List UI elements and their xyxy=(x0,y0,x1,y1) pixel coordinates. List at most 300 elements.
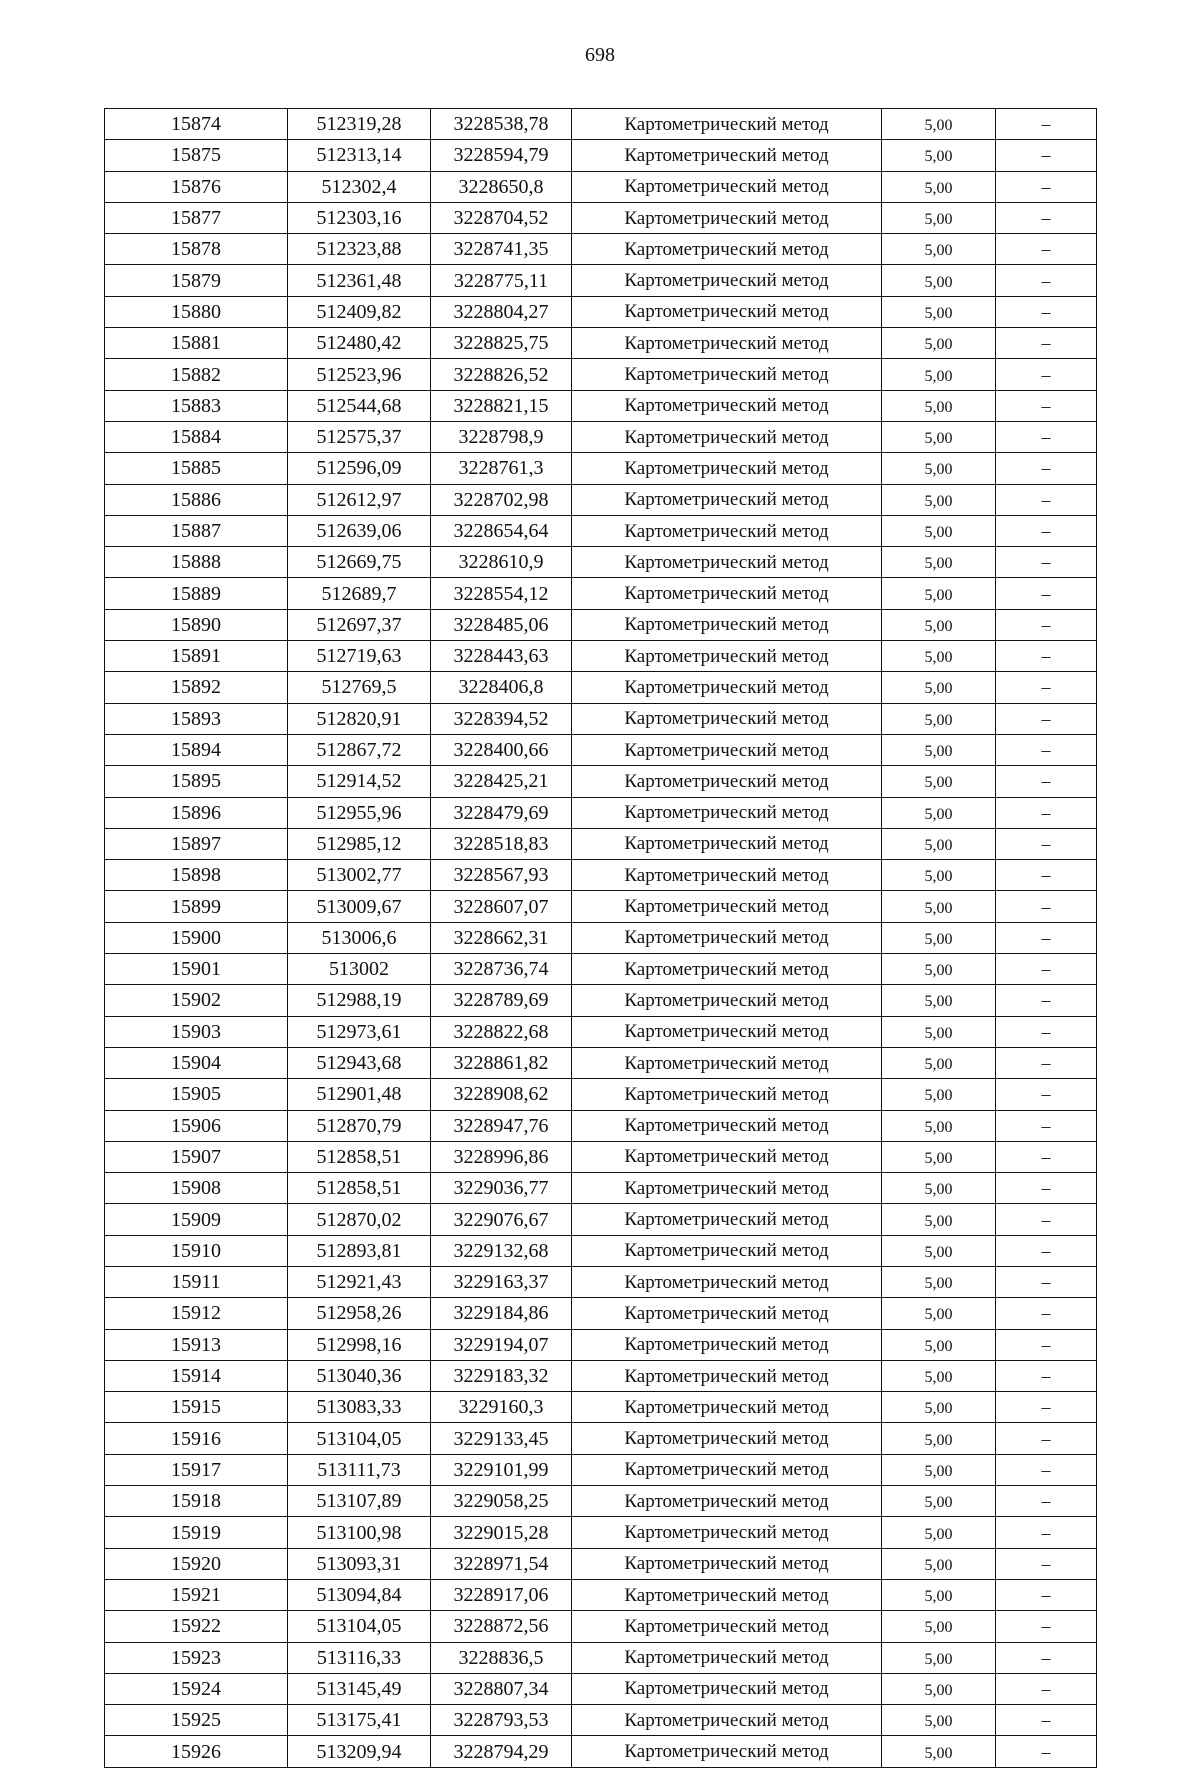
x-coordinate-cell: 513083,33 xyxy=(288,1392,431,1423)
method-cell: Картометрический метод xyxy=(572,1423,882,1454)
method-cell: Картометрический метод xyxy=(572,1329,882,1360)
accuracy-cell: 5,00 xyxy=(882,1736,996,1767)
point-number-cell: 15893 xyxy=(105,703,288,734)
y-coordinate-cell: 3228650,8 xyxy=(431,171,572,202)
y-coordinate-cell: 3228971,54 xyxy=(431,1548,572,1579)
point-number-cell: 15920 xyxy=(105,1548,288,1579)
method-cell: Картометрический метод xyxy=(572,1642,882,1673)
method-cell: Картометрический метод xyxy=(572,296,882,327)
y-coordinate-cell: 3228821,15 xyxy=(431,390,572,421)
y-coordinate-cell: 3228704,52 xyxy=(431,202,572,233)
accuracy-cell: 5,00 xyxy=(882,1673,996,1704)
accuracy-cell: 5,00 xyxy=(882,484,996,515)
method-cell: Картометрический метод xyxy=(572,578,882,609)
x-coordinate-cell: 513002 xyxy=(288,954,431,985)
point-number-cell: 15889 xyxy=(105,578,288,609)
point-number-cell: 15898 xyxy=(105,860,288,891)
method-cell: Картометрический метод xyxy=(572,1047,882,1078)
page-number: 698 xyxy=(585,44,615,66)
y-coordinate-cell: 3229058,25 xyxy=(431,1486,572,1517)
note-cell: – xyxy=(996,1548,1097,1579)
coordinates-table xyxy=(104,108,1097,1768)
x-coordinate-cell: 512523,96 xyxy=(288,359,431,390)
point-number-cell: 15921 xyxy=(105,1579,288,1610)
x-coordinate-cell: 512480,42 xyxy=(288,328,431,359)
note-cell: – xyxy=(996,390,1097,421)
table-row xyxy=(105,1611,1097,1642)
note-cell: – xyxy=(996,734,1097,765)
note-cell: – xyxy=(996,1173,1097,1204)
accuracy-cell: 5,00 xyxy=(882,1298,996,1329)
x-coordinate-cell: 512943,68 xyxy=(288,1047,431,1078)
point-number-cell: 15887 xyxy=(105,515,288,546)
note-cell: – xyxy=(996,797,1097,828)
table-row xyxy=(105,390,1097,421)
method-cell: Картометрический метод xyxy=(572,1611,882,1642)
table-row xyxy=(105,766,1097,797)
x-coordinate-cell: 513175,41 xyxy=(288,1705,431,1736)
y-coordinate-cell: 3228794,29 xyxy=(431,1736,572,1767)
accuracy-cell: 5,00 xyxy=(882,1047,996,1078)
point-number-cell: 15894 xyxy=(105,734,288,765)
method-cell: Картометрический метод xyxy=(572,1360,882,1391)
accuracy-cell: 5,00 xyxy=(882,234,996,265)
x-coordinate-cell: 512669,75 xyxy=(288,547,431,578)
note-cell: – xyxy=(996,641,1097,672)
method-cell: Картометрический метод xyxy=(572,202,882,233)
table-row xyxy=(105,891,1097,922)
note-cell: – xyxy=(996,1141,1097,1172)
point-number-cell: 15905 xyxy=(105,1079,288,1110)
point-number-cell: 15926 xyxy=(105,1736,288,1767)
table-row xyxy=(105,515,1097,546)
y-coordinate-cell: 3229160,3 xyxy=(431,1392,572,1423)
note-cell: – xyxy=(996,1329,1097,1360)
y-coordinate-cell: 3228662,31 xyxy=(431,922,572,953)
note-cell: – xyxy=(996,109,1097,140)
table-row xyxy=(105,421,1097,452)
table-row xyxy=(105,1204,1097,1235)
table-row xyxy=(105,734,1097,765)
table-row xyxy=(105,1454,1097,1485)
method-cell: Картометрический метод xyxy=(572,359,882,390)
table-row xyxy=(105,453,1097,484)
point-number-cell: 15908 xyxy=(105,1173,288,1204)
y-coordinate-cell: 3228425,21 xyxy=(431,766,572,797)
method-cell: Картометрический метод xyxy=(572,109,882,140)
table-row xyxy=(105,985,1097,1016)
y-coordinate-cell: 3229194,07 xyxy=(431,1329,572,1360)
y-coordinate-cell: 3228741,35 xyxy=(431,234,572,265)
y-coordinate-cell: 3228947,76 xyxy=(431,1110,572,1141)
method-cell: Картометрический метод xyxy=(572,484,882,515)
point-number-cell: 15914 xyxy=(105,1360,288,1391)
accuracy-cell: 5,00 xyxy=(882,1141,996,1172)
y-coordinate-cell: 3228761,3 xyxy=(431,453,572,484)
y-coordinate-cell: 3228736,74 xyxy=(431,954,572,985)
point-number-cell: 15919 xyxy=(105,1517,288,1548)
table-row xyxy=(105,641,1097,672)
note-cell: – xyxy=(996,1486,1097,1517)
accuracy-cell: 5,00 xyxy=(882,766,996,797)
method-cell: Картометрический метод xyxy=(572,328,882,359)
x-coordinate-cell: 513209,94 xyxy=(288,1736,431,1767)
y-coordinate-cell: 3229163,37 xyxy=(431,1266,572,1297)
y-coordinate-cell: 3228804,27 xyxy=(431,296,572,327)
x-coordinate-cell: 513111,73 xyxy=(288,1454,431,1485)
table-row xyxy=(105,1579,1097,1610)
table-row xyxy=(105,265,1097,296)
y-coordinate-cell: 3229133,45 xyxy=(431,1423,572,1454)
accuracy-cell: 5,00 xyxy=(882,1423,996,1454)
accuracy-cell: 5,00 xyxy=(882,1642,996,1673)
accuracy-cell: 5,00 xyxy=(882,1173,996,1204)
accuracy-cell: 5,00 xyxy=(882,1016,996,1047)
accuracy-cell: 5,00 xyxy=(882,703,996,734)
point-number-cell: 15912 xyxy=(105,1298,288,1329)
table-row xyxy=(105,1141,1097,1172)
x-coordinate-cell: 512313,14 xyxy=(288,140,431,171)
accuracy-cell: 5,00 xyxy=(882,1611,996,1642)
note-cell: – xyxy=(996,1016,1097,1047)
note-cell: – xyxy=(996,1423,1097,1454)
table-row xyxy=(105,1235,1097,1266)
method-cell: Картометрический метод xyxy=(572,1204,882,1235)
note-cell: – xyxy=(996,359,1097,390)
accuracy-cell: 5,00 xyxy=(882,609,996,640)
x-coordinate-cell: 513107,89 xyxy=(288,1486,431,1517)
note-cell: – xyxy=(996,578,1097,609)
method-cell: Картометрический метод xyxy=(572,1016,882,1047)
x-coordinate-cell: 513040,36 xyxy=(288,1360,431,1391)
note-cell: – xyxy=(996,1079,1097,1110)
x-coordinate-cell: 513104,05 xyxy=(288,1611,431,1642)
accuracy-cell: 5,00 xyxy=(882,891,996,922)
method-cell: Картометрический метод xyxy=(572,860,882,891)
y-coordinate-cell: 3229036,77 xyxy=(431,1173,572,1204)
y-coordinate-cell: 3228908,62 xyxy=(431,1079,572,1110)
note-cell: – xyxy=(996,891,1097,922)
method-cell: Картометрический метод xyxy=(572,1548,882,1579)
point-number-cell: 15877 xyxy=(105,202,288,233)
x-coordinate-cell: 513006,6 xyxy=(288,922,431,953)
point-number-cell: 15903 xyxy=(105,1016,288,1047)
x-coordinate-cell: 512409,82 xyxy=(288,296,431,327)
table-row xyxy=(105,1673,1097,1704)
note-cell: – xyxy=(996,484,1097,515)
point-number-cell: 15915 xyxy=(105,1392,288,1423)
table-row xyxy=(105,140,1097,171)
accuracy-cell: 5,00 xyxy=(882,985,996,1016)
x-coordinate-cell: 513002,77 xyxy=(288,860,431,891)
note-cell: – xyxy=(996,1642,1097,1673)
accuracy-cell: 5,00 xyxy=(882,828,996,859)
method-cell: Картометрический метод xyxy=(572,1235,882,1266)
note-cell: – xyxy=(996,265,1097,296)
note-cell: – xyxy=(996,828,1097,859)
y-coordinate-cell: 3228702,98 xyxy=(431,484,572,515)
table-row xyxy=(105,1016,1097,1047)
point-number-cell: 15913 xyxy=(105,1329,288,1360)
y-coordinate-cell: 3228826,52 xyxy=(431,359,572,390)
accuracy-cell: 5,00 xyxy=(882,1329,996,1360)
note-cell: – xyxy=(996,1235,1097,1266)
note-cell: – xyxy=(996,703,1097,734)
accuracy-cell: 5,00 xyxy=(882,140,996,171)
accuracy-cell: 5,00 xyxy=(882,1235,996,1266)
method-cell: Картометрический метод xyxy=(572,1579,882,1610)
point-number-cell: 15879 xyxy=(105,265,288,296)
x-coordinate-cell: 512769,5 xyxy=(288,672,431,703)
x-coordinate-cell: 512719,63 xyxy=(288,641,431,672)
y-coordinate-cell: 3228825,75 xyxy=(431,328,572,359)
table-row xyxy=(105,672,1097,703)
table-row xyxy=(105,1110,1097,1141)
y-coordinate-cell: 3228567,93 xyxy=(431,860,572,891)
x-coordinate-cell: 512921,43 xyxy=(288,1266,431,1297)
note-cell: – xyxy=(996,140,1097,171)
method-cell: Картометрический метод xyxy=(572,1266,882,1297)
method-cell: Картометрический метод xyxy=(572,1736,882,1767)
note-cell: – xyxy=(996,1392,1097,1423)
y-coordinate-cell: 3228996,86 xyxy=(431,1141,572,1172)
method-cell: Картометрический метод xyxy=(572,234,882,265)
note-cell: – xyxy=(996,421,1097,452)
x-coordinate-cell: 512914,52 xyxy=(288,766,431,797)
y-coordinate-cell: 3228807,34 xyxy=(431,1673,572,1704)
method-cell: Картометрический метод xyxy=(572,1173,882,1204)
table-row xyxy=(105,1517,1097,1548)
accuracy-cell: 5,00 xyxy=(882,265,996,296)
x-coordinate-cell: 512303,16 xyxy=(288,202,431,233)
point-number-cell: 15886 xyxy=(105,484,288,515)
note-cell: – xyxy=(996,954,1097,985)
y-coordinate-cell: 3228654,64 xyxy=(431,515,572,546)
x-coordinate-cell: 512901,48 xyxy=(288,1079,431,1110)
x-coordinate-cell: 512955,96 xyxy=(288,797,431,828)
y-coordinate-cell: 3228610,9 xyxy=(431,547,572,578)
method-cell: Картометрический метод xyxy=(572,421,882,452)
table-row xyxy=(105,578,1097,609)
y-coordinate-cell: 3228607,07 xyxy=(431,891,572,922)
method-cell: Картометрический метод xyxy=(572,609,882,640)
table-row xyxy=(105,359,1097,390)
x-coordinate-cell: 512596,09 xyxy=(288,453,431,484)
note-cell: – xyxy=(996,1298,1097,1329)
accuracy-cell: 5,00 xyxy=(882,547,996,578)
point-number-cell: 15882 xyxy=(105,359,288,390)
point-number-cell: 15876 xyxy=(105,171,288,202)
method-cell: Картометрический метод xyxy=(572,985,882,1016)
x-coordinate-cell: 513104,05 xyxy=(288,1423,431,1454)
point-number-cell: 15888 xyxy=(105,547,288,578)
method-cell: Картометрический метод xyxy=(572,140,882,171)
accuracy-cell: 5,00 xyxy=(882,641,996,672)
x-coordinate-cell: 512820,91 xyxy=(288,703,431,734)
y-coordinate-cell: 3229101,99 xyxy=(431,1454,572,1485)
note-cell: – xyxy=(996,672,1097,703)
note-cell: – xyxy=(996,1673,1097,1704)
table-row xyxy=(105,109,1097,140)
y-coordinate-cell: 3228485,06 xyxy=(431,609,572,640)
method-cell: Картометрический метод xyxy=(572,1673,882,1704)
note-cell: – xyxy=(996,860,1097,891)
x-coordinate-cell: 512858,51 xyxy=(288,1141,431,1172)
x-coordinate-cell: 512858,51 xyxy=(288,1173,431,1204)
x-coordinate-cell: 512697,37 xyxy=(288,609,431,640)
point-number-cell: 15922 xyxy=(105,1611,288,1642)
accuracy-cell: 5,00 xyxy=(882,1392,996,1423)
accuracy-cell: 5,00 xyxy=(882,202,996,233)
point-number-cell: 15909 xyxy=(105,1204,288,1235)
method-cell: Картометрический метод xyxy=(572,766,882,797)
note-cell: – xyxy=(996,1266,1097,1297)
method-cell: Картометрический метод xyxy=(572,1392,882,1423)
note-cell: – xyxy=(996,202,1097,233)
table-row xyxy=(105,547,1097,578)
table-row xyxy=(105,234,1097,265)
point-number-cell: 15883 xyxy=(105,390,288,421)
accuracy-cell: 5,00 xyxy=(882,734,996,765)
table-row xyxy=(105,202,1097,233)
accuracy-cell: 5,00 xyxy=(882,922,996,953)
table-row xyxy=(105,922,1097,953)
accuracy-cell: 5,00 xyxy=(882,860,996,891)
table-row xyxy=(105,171,1097,202)
y-coordinate-cell: 3228775,11 xyxy=(431,265,572,296)
point-number-cell: 15925 xyxy=(105,1705,288,1736)
x-coordinate-cell: 512612,97 xyxy=(288,484,431,515)
point-number-cell: 15907 xyxy=(105,1141,288,1172)
y-coordinate-cell: 3228798,9 xyxy=(431,421,572,452)
table-row xyxy=(105,1423,1097,1454)
table-row xyxy=(105,1298,1097,1329)
point-number-cell: 15924 xyxy=(105,1673,288,1704)
method-cell: Картометрический метод xyxy=(572,453,882,484)
y-coordinate-cell: 3228518,83 xyxy=(431,828,572,859)
method-cell: Картометрический метод xyxy=(572,1705,882,1736)
x-coordinate-cell: 512867,72 xyxy=(288,734,431,765)
table-row xyxy=(105,860,1097,891)
method-cell: Картометрический метод xyxy=(572,797,882,828)
method-cell: Картометрический метод xyxy=(572,1298,882,1329)
method-cell: Картометрический метод xyxy=(572,1486,882,1517)
x-coordinate-cell: 512639,06 xyxy=(288,515,431,546)
point-number-cell: 15885 xyxy=(105,453,288,484)
table-row xyxy=(105,1329,1097,1360)
table-row xyxy=(105,484,1097,515)
accuracy-cell: 5,00 xyxy=(882,1204,996,1235)
y-coordinate-cell: 3229183,32 xyxy=(431,1360,572,1391)
method-cell: Картометрический метод xyxy=(572,1141,882,1172)
accuracy-cell: 5,00 xyxy=(882,453,996,484)
method-cell: Картометрический метод xyxy=(572,954,882,985)
x-coordinate-cell: 512998,16 xyxy=(288,1329,431,1360)
method-cell: Картометрический метод xyxy=(572,1110,882,1141)
method-cell: Картометрический метод xyxy=(572,265,882,296)
accuracy-cell: 5,00 xyxy=(882,390,996,421)
y-coordinate-cell: 3229132,68 xyxy=(431,1235,572,1266)
x-coordinate-cell: 513116,33 xyxy=(288,1642,431,1673)
point-number-cell: 15911 xyxy=(105,1266,288,1297)
x-coordinate-cell: 513100,98 xyxy=(288,1517,431,1548)
method-cell: Картометрический метод xyxy=(572,390,882,421)
note-cell: – xyxy=(996,1454,1097,1485)
accuracy-cell: 5,00 xyxy=(882,1579,996,1610)
y-coordinate-cell: 3228538,78 xyxy=(431,109,572,140)
x-coordinate-cell: 512575,37 xyxy=(288,421,431,452)
y-coordinate-cell: 3228406,8 xyxy=(431,672,572,703)
method-cell: Картометрический метод xyxy=(572,641,882,672)
x-coordinate-cell: 513093,31 xyxy=(288,1548,431,1579)
y-coordinate-cell: 3228789,69 xyxy=(431,985,572,1016)
accuracy-cell: 5,00 xyxy=(882,1360,996,1391)
note-cell: – xyxy=(996,922,1097,953)
point-number-cell: 15874 xyxy=(105,109,288,140)
x-coordinate-cell: 512323,88 xyxy=(288,234,431,265)
y-coordinate-cell: 3228443,63 xyxy=(431,641,572,672)
point-number-cell: 15906 xyxy=(105,1110,288,1141)
accuracy-cell: 5,00 xyxy=(882,954,996,985)
method-cell: Картометрический метод xyxy=(572,672,882,703)
x-coordinate-cell: 512973,61 xyxy=(288,1016,431,1047)
method-cell: Картометрический метод xyxy=(572,734,882,765)
table-row xyxy=(105,1642,1097,1673)
table-row xyxy=(105,703,1097,734)
y-coordinate-cell: 3228872,56 xyxy=(431,1611,572,1642)
point-number-cell: 15897 xyxy=(105,828,288,859)
accuracy-cell: 5,00 xyxy=(882,296,996,327)
table-row xyxy=(105,1173,1097,1204)
point-number-cell: 15891 xyxy=(105,641,288,672)
method-cell: Картометрический метод xyxy=(572,515,882,546)
note-cell: – xyxy=(996,1579,1097,1610)
accuracy-cell: 5,00 xyxy=(882,328,996,359)
accuracy-cell: 5,00 xyxy=(882,797,996,828)
point-number-cell: 15881 xyxy=(105,328,288,359)
point-number-cell: 15910 xyxy=(105,1235,288,1266)
table-row xyxy=(105,609,1097,640)
x-coordinate-cell: 513009,67 xyxy=(288,891,431,922)
y-coordinate-cell: 3228793,53 xyxy=(431,1705,572,1736)
table-row xyxy=(105,328,1097,359)
x-coordinate-cell: 513094,84 xyxy=(288,1579,431,1610)
note-cell: – xyxy=(996,453,1097,484)
point-number-cell: 15904 xyxy=(105,1047,288,1078)
y-coordinate-cell: 3228822,68 xyxy=(431,1016,572,1047)
accuracy-cell: 5,00 xyxy=(882,1705,996,1736)
accuracy-cell: 5,00 xyxy=(882,1548,996,1579)
table-row xyxy=(105,1548,1097,1579)
point-number-cell: 15918 xyxy=(105,1486,288,1517)
table-row xyxy=(105,1079,1097,1110)
method-cell: Картометрический метод xyxy=(572,891,882,922)
point-number-cell: 15880 xyxy=(105,296,288,327)
note-cell: – xyxy=(996,234,1097,265)
y-coordinate-cell: 3228594,79 xyxy=(431,140,572,171)
note-cell: – xyxy=(996,766,1097,797)
x-coordinate-cell: 512361,48 xyxy=(288,265,431,296)
accuracy-cell: 5,00 xyxy=(882,1110,996,1141)
note-cell: – xyxy=(996,1360,1097,1391)
point-number-cell: 15890 xyxy=(105,609,288,640)
note-cell: – xyxy=(996,296,1097,327)
method-cell: Картометрический метод xyxy=(572,828,882,859)
point-number-cell: 15900 xyxy=(105,922,288,953)
accuracy-cell: 5,00 xyxy=(882,1266,996,1297)
x-coordinate-cell: 512988,19 xyxy=(288,985,431,1016)
point-number-cell: 15902 xyxy=(105,985,288,1016)
